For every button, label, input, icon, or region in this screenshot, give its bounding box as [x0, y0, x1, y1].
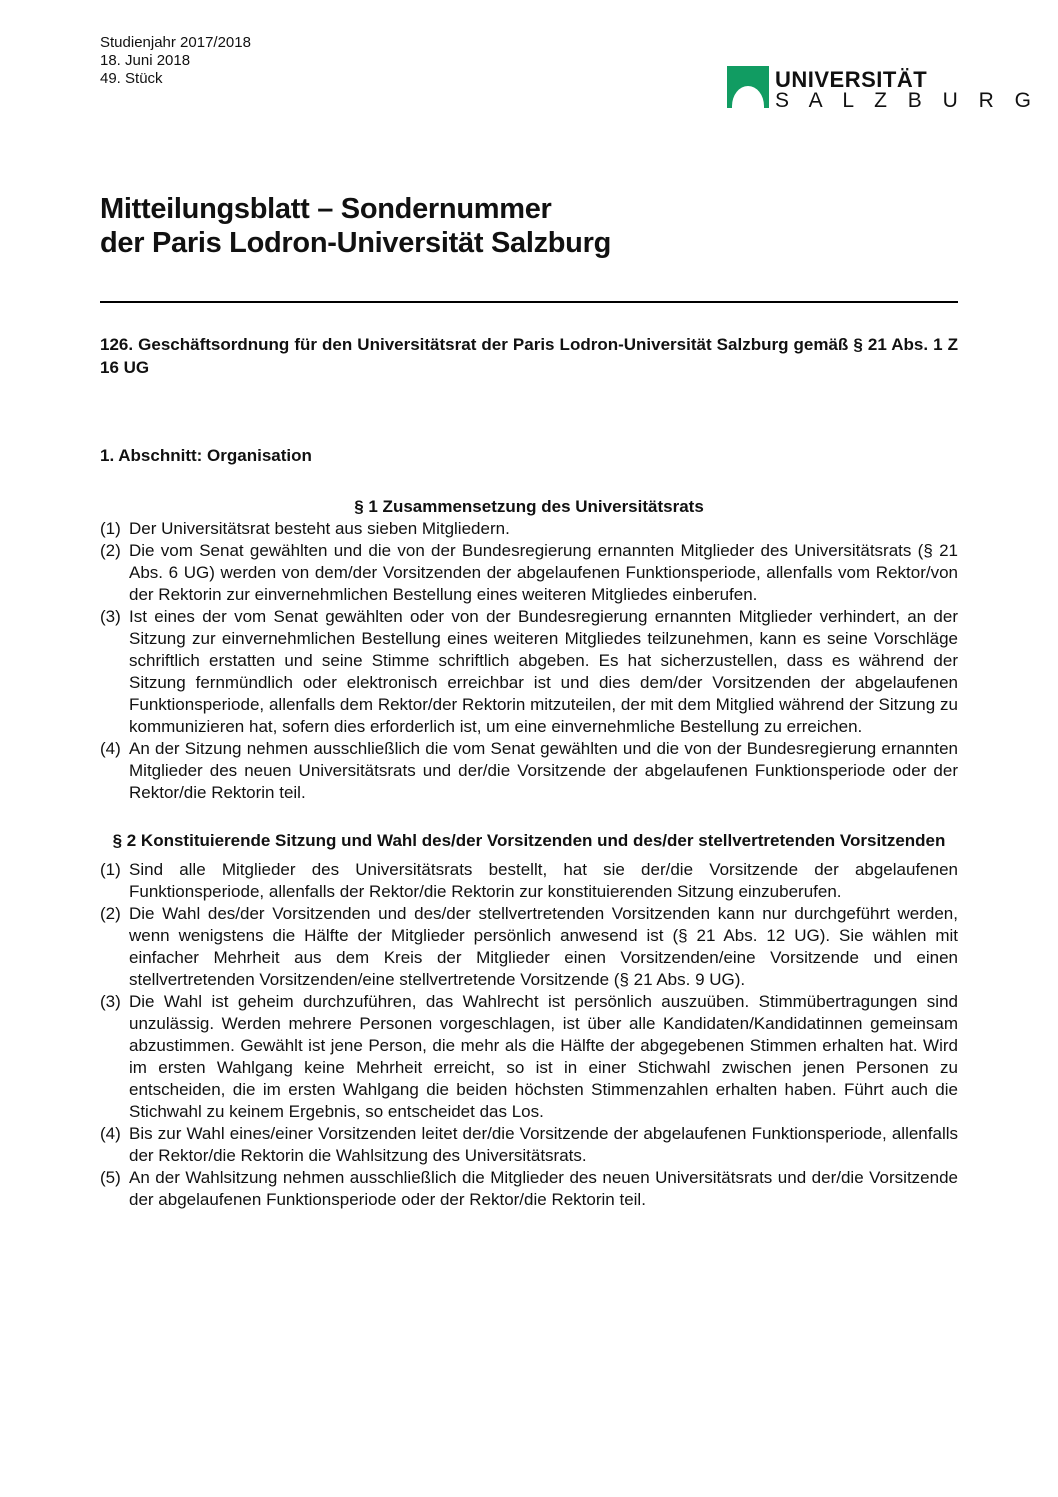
list-item	[100, 606, 958, 738]
meta-study-year: Studienjahr 2017/2018	[100, 34, 251, 51]
item-number: (5)	[100, 1168, 121, 1187]
item-number: (2)	[100, 904, 121, 923]
logo-line-salzburg: S A L Z B U R G	[775, 89, 1039, 112]
paragraph-2-items	[100, 859, 958, 1211]
list-item	[100, 1167, 958, 1211]
section-1-title: 1. Abschnitt: Organisation	[100, 446, 312, 465]
item-text: Ist eines der vom Senat gewählten oder von der Bundesregierung ernannten Mitglieder verhindert, an der Sitzung zur einvernehmlichen Bestellung eines weiteren Mitgliedes teilzunehmen, kann es seine Vorschläge schriftlich erstatten und seine Stimme schriftlich abgeben. Es hat sicherzustellen, dass es während der Sitzung fernmündlich oder elektronisch erreichbar ist und dies dem/der Vorsitzenden der abgelaufenen Funktionsperiode, allenfalls dem Rektor/der Rektorin mitzuteilen, der mit dem Mitglied während der Sitzung zu kommunizieren hat, sofern dies erforderlich ist, um eine einvernehmliche Bestellung zu erreichen.	[129, 607, 958, 736]
list-item	[100, 991, 958, 1123]
list-item	[100, 518, 958, 540]
item-text: Der Universitätsrat besteht aus sieben Mitgliedern.	[129, 519, 510, 538]
item-number: (4)	[100, 1124, 121, 1143]
meta-issue-number: 49. Stück	[100, 70, 163, 87]
list-item	[100, 540, 958, 606]
item-text: Die Wahl des/der Vorsitzenden und des/der stellvertretenden Vorsitzenden kann nur durchgeführt werden, wenn wenigstens die Hälfte der Mitglieder persönlich anwesend ist (§ 21 Abs. 12 UG). Sie wählen mit einfacher Mehrheit aus dem Kreis der Mitglieder einen Vorsitzenden/eine Vorsitzende und einen stellvertretenden Vorsitzenden/eine stellvertretende Vorsitzende (§ 21 Abs. 9 UG).	[129, 904, 958, 989]
page-header-meta	[100, 34, 958, 88]
item-number: (1)	[100, 519, 121, 538]
document-title-line2: der Paris Lodron-Universität Salzburg	[100, 227, 611, 259]
item-text: Sind alle Mitglieder des Universitätsrats bestellt, hat sie der/die Vorsitzende der abgelaufenen Funktionsperiode, allenfalls der Rektor/die Rektorin zur konstituierenden Sitzung einzuberufen.	[129, 860, 958, 901]
item-number: (4)	[100, 739, 121, 758]
item-number: (1)	[100, 860, 121, 879]
item-text: Die Wahl ist geheim durchzuführen, das Wahlrecht ist persönlich auszuüben. Stimmübertragungen sind unzulässig. Werden mehrere Personen vorgeschlagen, ist über alle Kandidaten/Kandidatinnen gemeinsam abzustimmen. Gewählt ist jene Person, die mehr als die Hälfte der abgegebenen Stimmen erhalten hat. Wird im ersten Wahlgang keine Mehrheit erreicht, so ist in einer Stichwahl zwischen jenen Personen zu entscheiden, die im ersten Wahlgang die beiden höchsten Stimmenzahlen erhalten haben. Führt auch die Stichwahl zu keinem Ergebnis, so entscheidet das Los.	[129, 992, 958, 1121]
paragraph-1-items	[100, 518, 958, 804]
item-text: An der Sitzung nehmen ausschließlich die vom Senat gewählten und die von der Bundesregierung ernannten Mitglieder des neuen Universitätsrats und der/die Vorsitzende der abgelaufenen Funktionsperiode oder der Rektor/die Rektorin teil.	[129, 739, 958, 802]
item-text: Die vom Senat gewählten und die von der Bundesregierung ernannten Mitglieder des Universitätsrats (§ 21 Abs. 6 UG) werden von dem/der Vorsitzenden der abgelaufenen Funktionsperiode, allenfalls vom Rektor/von der Rektorin zur einvernehmlichen Bestellung eines weiteren Mitgliedes einberufen.	[129, 541, 958, 604]
logo-line-universitaet: UNIVERSITÄT	[775, 67, 928, 92]
document-title	[100, 192, 958, 260]
item-number: (3)	[100, 992, 121, 1011]
meta-date: 18. Juni 2018	[100, 52, 191, 69]
item-text: Bis zur Wahl eines/einer Vorsitzenden leitet der/die Vorsitzende der abgelaufenen Funktionsperiode, allenfalls der Rektor/die Rektorin die Wahlsitzung des Universitätsrats.	[129, 1124, 958, 1165]
item-text: An der Wahlsitzung nehmen ausschließlich die Mitglieder des neuen Universitätsrats und der/die Vorsitzende der abgelaufenen Funktionsperiode oder der Rektor/die Rektorin teil.	[129, 1168, 958, 1209]
document-title-line1: Mitteilungsblatt – Sondernummer	[100, 193, 552, 225]
paragraph-1-heading: § 1 Zusammensetzung des Universitätsrats	[354, 497, 704, 516]
list-item	[100, 1123, 958, 1167]
document-content	[100, 0, 958, 1211]
divider-rule	[100, 301, 958, 303]
list-item	[100, 859, 958, 903]
item-number: (3)	[100, 607, 121, 626]
paragraph-2-heading: § 2 Konstituierende Sitzung und Wahl des/der Vorsitzenden und des/der stellvertretenden Vorsitzenden	[112, 831, 946, 850]
item-number: (2)	[100, 541, 121, 560]
decree-heading: 126. Geschäftsordnung für den Universitätsrat der Paris Lodron-Universität Salzburg gemäß § 21 Abs. 1 Z 16 UG	[100, 335, 958, 377]
list-item	[100, 903, 958, 991]
list-item	[100, 738, 958, 804]
